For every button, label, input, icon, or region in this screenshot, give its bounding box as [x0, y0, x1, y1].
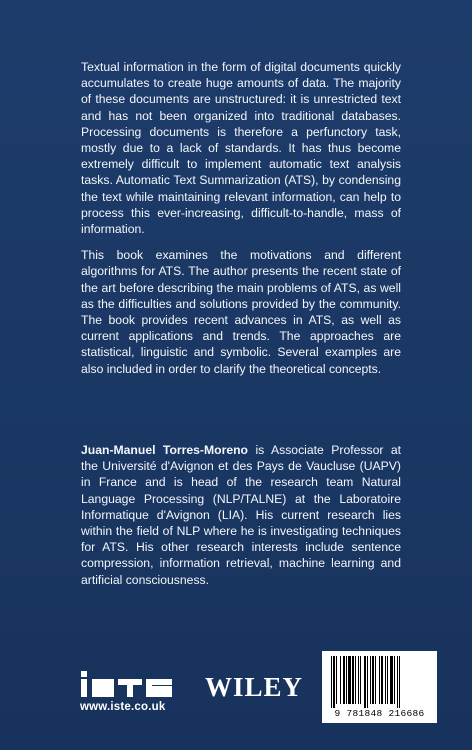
barcode-bar: [352, 656, 354, 704]
barcode-bars: [330, 656, 429, 708]
isbn-number: 9 781848 216686: [334, 708, 425, 719]
barcode-bar: [397, 656, 398, 708]
barcode-bar: [385, 656, 386, 704]
barcode-bar: [340, 656, 341, 704]
barcode-bar: [379, 656, 380, 704]
iste-logo-text: iSTE: [80, 670, 83, 671]
barcode-bar: [370, 656, 371, 704]
iste-logo: [80, 670, 182, 698]
barcode-bar: [333, 656, 335, 708]
barcode-bar: [355, 656, 356, 704]
barcode-bar: [364, 656, 366, 708]
barcode-bar: [399, 656, 400, 708]
barcode-bar: [375, 656, 376, 704]
barcode-bar: [331, 656, 332, 708]
barcode-bar: [367, 656, 368, 708]
barcode-bar: [360, 656, 361, 704]
blurb-paragraph-1: Textual information in the form of digital documents quickly accumulates to create huge amounts of data. The majority of these documents are unstructured: it is unrestricted text and has not been organized into traditional databases. Processing documents is therefore a perfunctory task, mostly due to a lack of standards. It has thus become extremely difficult to implement automatic text analysis tasks. Automatic Text Summarization (ATS), by condensing the text while maintaining relevant information, can help to process this ever-increasing, difficult-to-handle, mass of information.: [81, 60, 401, 237]
iste-url: www.iste.co.uk: [80, 701, 166, 713]
barcode-bar: [336, 656, 337, 704]
barcode-bar: [394, 656, 395, 704]
author-bio-text: is Associate Professor at the Université d'Avignon et des Pays de Vaucluse (UAPV) in France and is head of the research team Natural Language Processing (NLP/TALNE) at the Laboratoire Informatique d'Avignon (LIA). His current research lies within the field of NLP where he is investigating techniques for ATS. His other research interests include sentence compression, information retrieval, machine learning and artificial consciousness.: [81, 443, 401, 587]
blurb-paragraph-2: This book examines the motivations and different algorithms for ATS. The author presents the recent state of the art before describing the main problems of ATS, as well as the difficulties and solutions provided by the community. The book provides recent advances in ATS, as well as current applications and trends. The approaches are statistical, linguistic and symbolic. Several examples are also included in order to clarify the theoretical concepts.: [81, 248, 401, 376]
barcode-bar: [387, 656, 388, 704]
barcode-bar: [348, 656, 351, 704]
barcode-bar: [390, 656, 393, 704]
isbn-barcode: [322, 651, 437, 723]
barcode-bar: [346, 656, 347, 704]
author-name: Juan-Manuel Torres-Moreno: [81, 443, 249, 457]
barcode-bar: [343, 656, 345, 704]
barcode-bar: [381, 656, 383, 704]
barcode-bar: [372, 656, 374, 704]
book-blurb: [81, 59, 401, 387]
barcode-bar: [358, 656, 359, 704]
wiley-logo: WILEY: [205, 672, 304, 702]
author-bio: [81, 442, 401, 588]
